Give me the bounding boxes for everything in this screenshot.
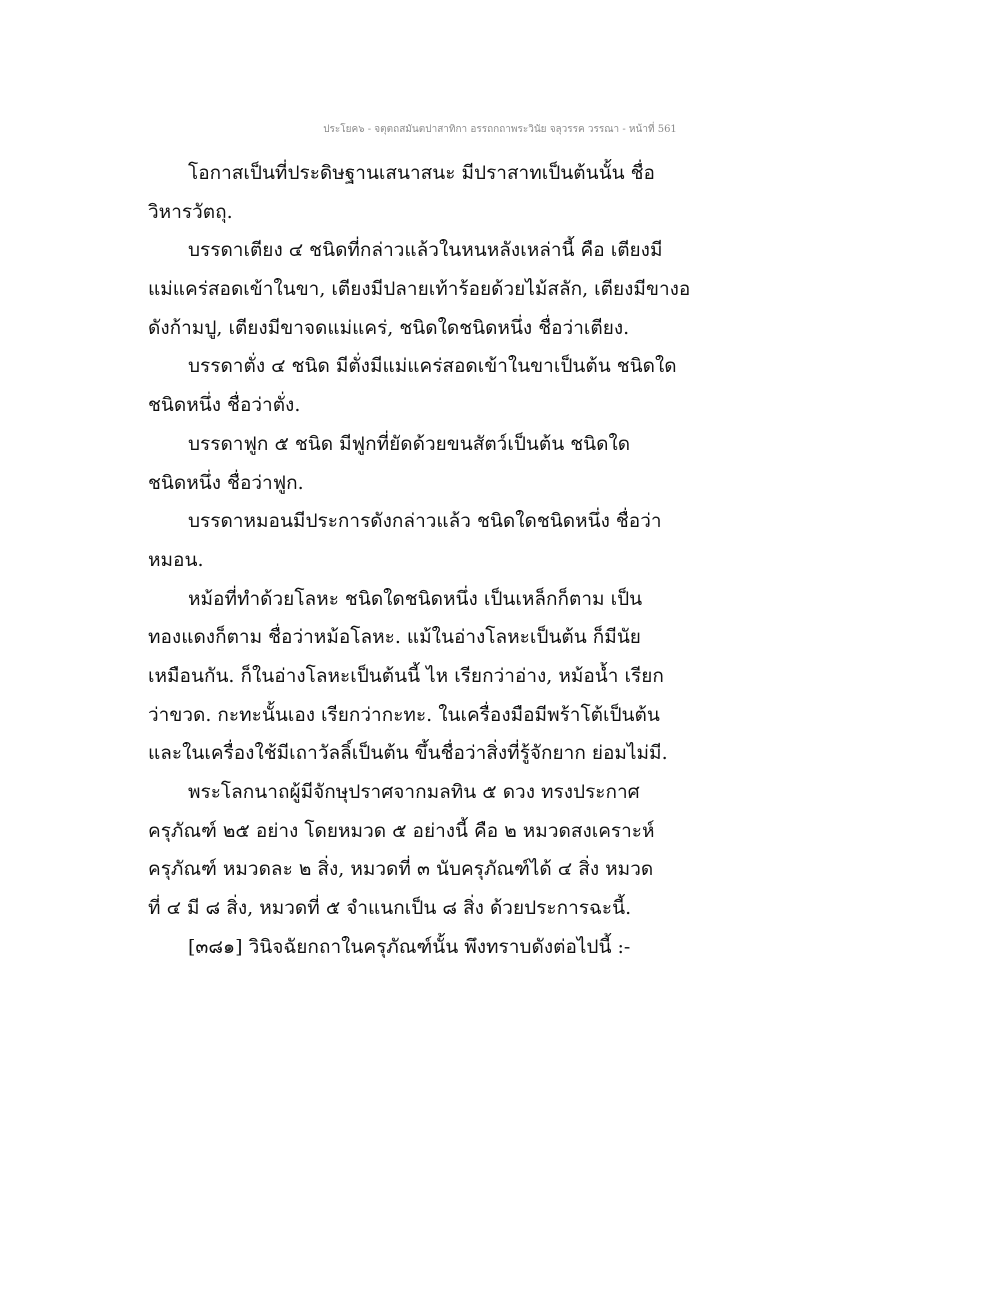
text-line: [๓๘๑] วินิจฉัยกถาในครุภัณฑ์นั้น พึงทราบดังต่อไปนี้ :- — [188, 935, 631, 958]
text-line: วิหารวัตถุ. — [148, 200, 233, 223]
text-line: ครุภัณฑ์ ๒๕ อย่าง โดยหมวด ๕ อย่างนี้ คือ ๒ หมวดสงเคราะห์ — [148, 819, 655, 842]
text-line: ทองแดงก็ตาม ชื่อว่าหม้อโลหะ. แม้ในอ่างโลหะเป็นต้น ก็มีนัย — [148, 626, 641, 649]
text-line: ที่ ๔ มี ๘ สิ่ง, หมวดที่ ๕ จำแนกเป็น ๘ สิ่ง ด้วยประการฉะนี้. — [148, 897, 632, 920]
text-line: แม่แคร่สอดเข้าในขา, เตียงมีปลายเท้าร้อยด้วยไม้สลัก, เตียงมีขางอ — [148, 278, 691, 301]
text-line: และในเครื่องใช้มีเถาวัลลิ์เป็นต้น ขึ้นชื่อว่าสิ่งที่รู้จักยาก ย่อมไม่มี. — [148, 742, 668, 765]
text-line: พระโลกนาถผู้มีจักษุปราศจากมลทิน ๕ ดวง ทรงประกาศ — [188, 781, 640, 803]
text-line: หมอน. — [148, 548, 204, 571]
text-line: ดังก้ามปู, เตียงมีขาจดแม่แคร่, ชนิดใดชนิดหนึ่ง ชื่อว่าเตียง. — [148, 316, 630, 339]
body-text — [148, 154, 708, 966]
text-line: โอกาสเป็นที่ประดิษฐานเสนาสนะ มีปราสาทเป็นต้นนั้น ชื่อ — [188, 162, 655, 184]
text-line: ครุภัณฑ์ หมวดละ ๒ สิ่ง, หมวดที่ ๓ นับครุภัณฑ์ได้ ๔ สิ่ง หมวด — [148, 858, 654, 881]
text-line: ว่าขวด. กะทะนั้นเอง เรียกว่ากะทะ. ในเครื่องมือมีพร้าโต้เป็นต้น — [148, 703, 660, 726]
running-header: ประโยค๖ - จตุตถสมันตปาสาทิกา อรรถกถาพระวินัย จลุวรรค วรรณา - หน้าที่ 561 — [323, 124, 677, 135]
text-line: บรรดาเตียง ๔ ชนิดที่กล่าวแล้วในหนหลังเหล่านี้ คือ เตียงมี — [188, 239, 663, 262]
text-line: หม้อที่ทำด้วยโลหะ ชนิดใดชนิดหนึ่ง เป็นเหล็กก็ตาม เป็น — [188, 587, 643, 610]
text-line: เหมือนกัน. ก็ในอ่างโลหะเป็นต้นนี้ ไห เรียกว่าอ่าง, หม้อน้ำ เรียก — [148, 664, 664, 687]
text-line: บรรดาหมอนมีประการดังกล่าวแล้ว ชนิดใดชนิดหนึ่ง ชื่อว่า — [188, 510, 662, 533]
text-line: ชนิดหนึ่ง ชื่อว่าฟูก. — [148, 471, 304, 494]
text-line: ชนิดหนึ่ง ชื่อว่าตั่ง. — [148, 394, 301, 417]
text-line: บรรดาตั่ง ๔ ชนิด มีตั่งมีแม่แคร่สอดเข้าในขาเป็นต้น ชนิดใด — [188, 355, 677, 378]
text-line: บรรดาฟูก ๕ ชนิด มีฟูกที่ยัดด้วยขนสัตว์เป็นต้น ชนิดใด — [188, 432, 631, 455]
